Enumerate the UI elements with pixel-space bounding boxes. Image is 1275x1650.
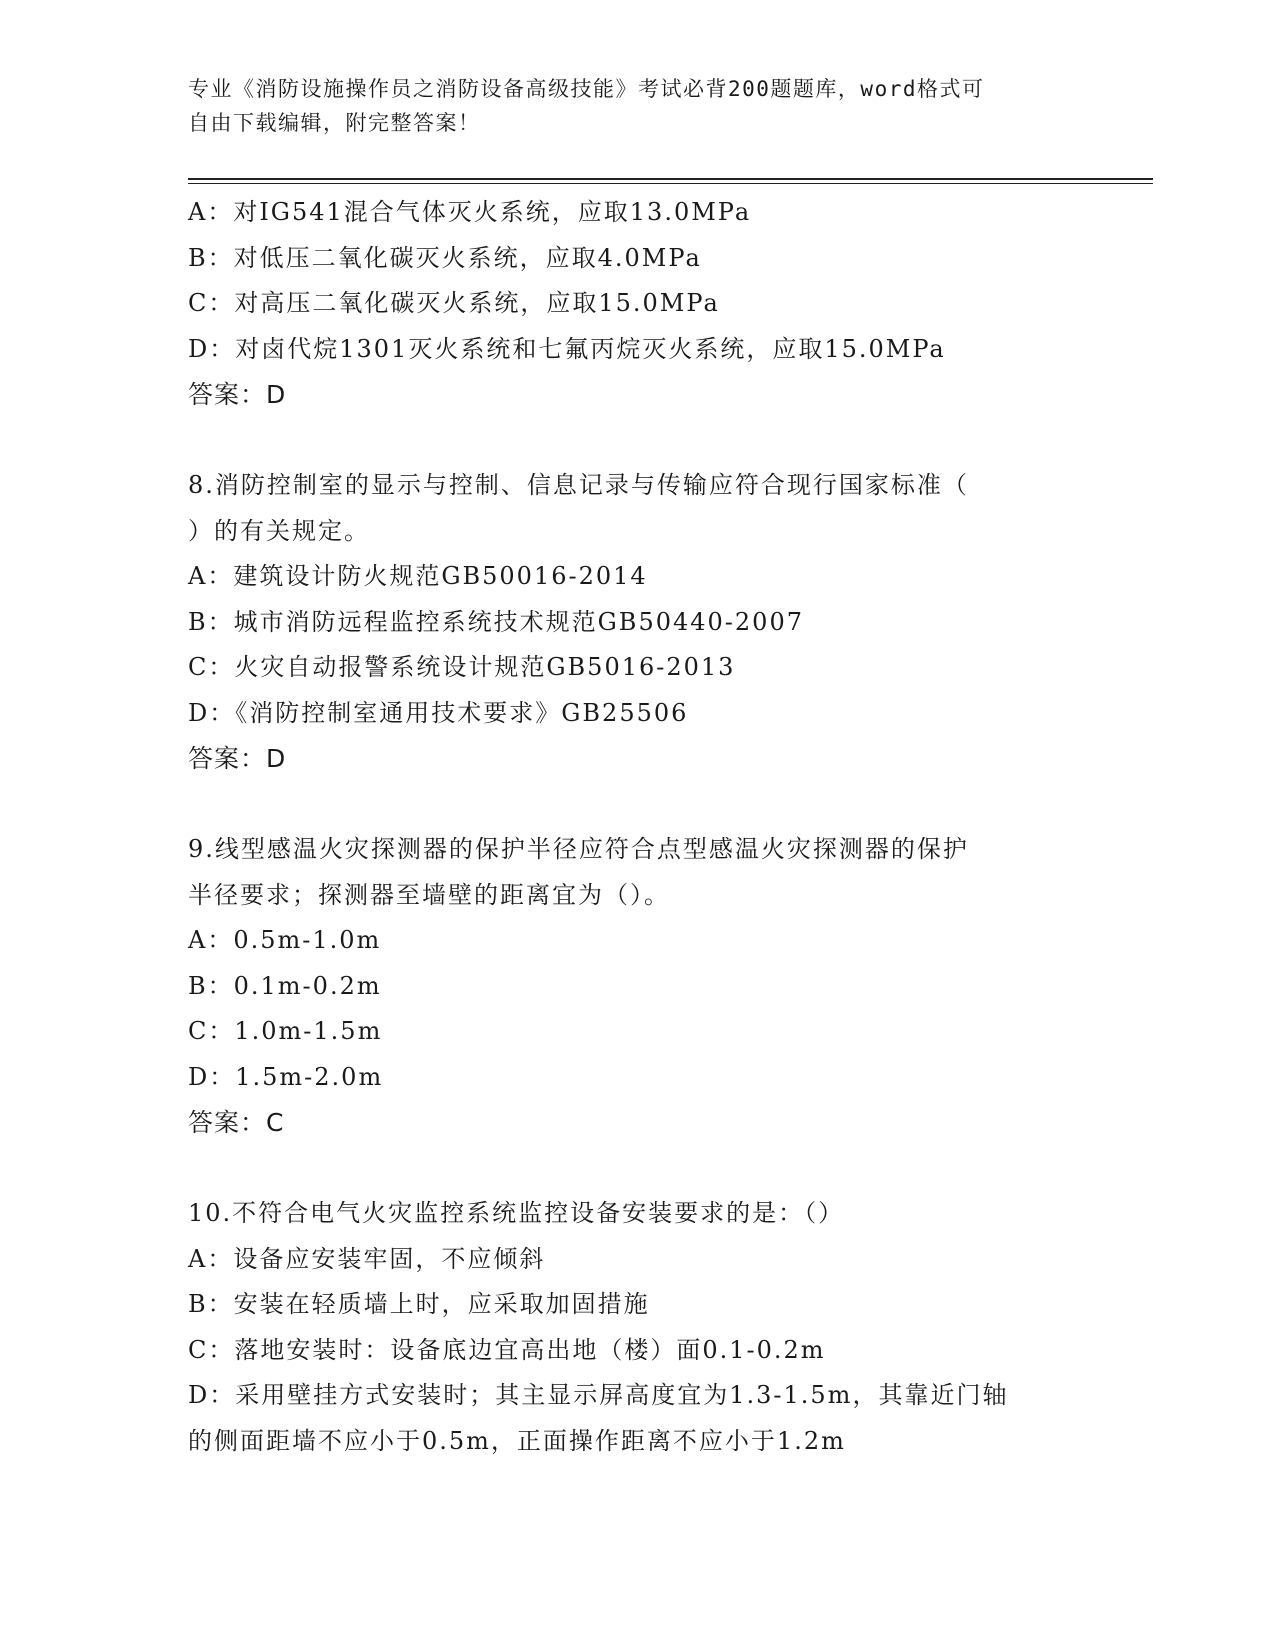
question-stem-continued: 半径要求；探测器至墙壁的距离宜为（）。 xyxy=(188,880,670,909)
header-line-2: 自由下载编辑，附完整答案！ xyxy=(188,111,481,135)
option-a: A：0.5m-1.0m xyxy=(188,926,382,954)
option-d: D：对卤代烷1301灭火系统和七氟丙烷灭火系统，应取15.0MPa xyxy=(188,334,946,363)
spacer xyxy=(188,1146,1088,1192)
option-d-continued: 的侧面距墙不应小于0.5m，正面操作距离不应小于1.2m xyxy=(188,1426,846,1455)
document-header xyxy=(188,72,1088,140)
question-8 xyxy=(188,463,1088,782)
question-stem: 9.线型感温火灾探测器的保护半径应符合点型感温火灾探测器的保护 xyxy=(188,835,969,863)
question-9 xyxy=(188,827,1088,1146)
option-b: B：安装在轻质墙上时，应采取加固措施 xyxy=(188,1290,650,1318)
spacer xyxy=(188,782,1088,828)
question-stem: 10.不符合电气火灾监控系统监控设备安装要求的是：（） xyxy=(188,1199,845,1227)
option-c: C：火灾自动报警系统设计规范GB5016-2013 xyxy=(188,653,736,681)
option-d: D：《消防控制室通用技术要求》GB25506 xyxy=(188,698,689,727)
question-list xyxy=(188,190,1088,1464)
answer-line: 答案：D xyxy=(188,380,287,409)
option-b: B：0.1m-0.2m xyxy=(188,971,382,1000)
option-a: A：设备应安装牢固，不应倾斜 xyxy=(188,1244,546,1273)
option-d: D：1.5m-2.0m xyxy=(188,1062,384,1091)
option-a: A：对IG541混合气体灭火系统，应取13.0MPa xyxy=(188,198,752,226)
option-d: D：采用壁挂方式安装时；其主显示屏高度宜为1.3-1.5m，其靠近门轴 xyxy=(188,1381,1009,1409)
question-7 xyxy=(188,190,1088,418)
question-stem: 8.消防控制室的显示与控制、信息记录与传输应符合现行国家标准（ xyxy=(188,471,969,499)
option-c: C：落地安装时：设备底边宜高出地（楼）面0.1-0.2m xyxy=(188,1335,826,1364)
answer-line: 答案：C xyxy=(188,1108,285,1137)
header-divider-thick xyxy=(188,178,1153,180)
spacer xyxy=(188,418,1088,464)
header-divider-thin xyxy=(188,183,1153,184)
option-c: C：对高压二氧化碳灭火系统，应取15.0MPa xyxy=(188,289,720,317)
option-b: B：对低压二氧化碳灭火系统，应取4.0MPa xyxy=(188,243,702,272)
question-stem-continued: ）的有关规定。 xyxy=(188,516,370,545)
option-a: A：建筑设计防火规范GB50016-2014 xyxy=(188,562,648,590)
answer-line: 答案：D xyxy=(188,744,287,773)
option-c: C：1.0m-1.5m xyxy=(188,1017,383,1045)
question-10 xyxy=(188,1191,1088,1464)
header-line-1: 专业《消防设施操作员之消防设备高级技能》考试必背200题题库，word格式可 xyxy=(188,77,985,101)
option-b: B：城市消防远程监控系统技术规范GB50440-2007 xyxy=(188,607,804,636)
